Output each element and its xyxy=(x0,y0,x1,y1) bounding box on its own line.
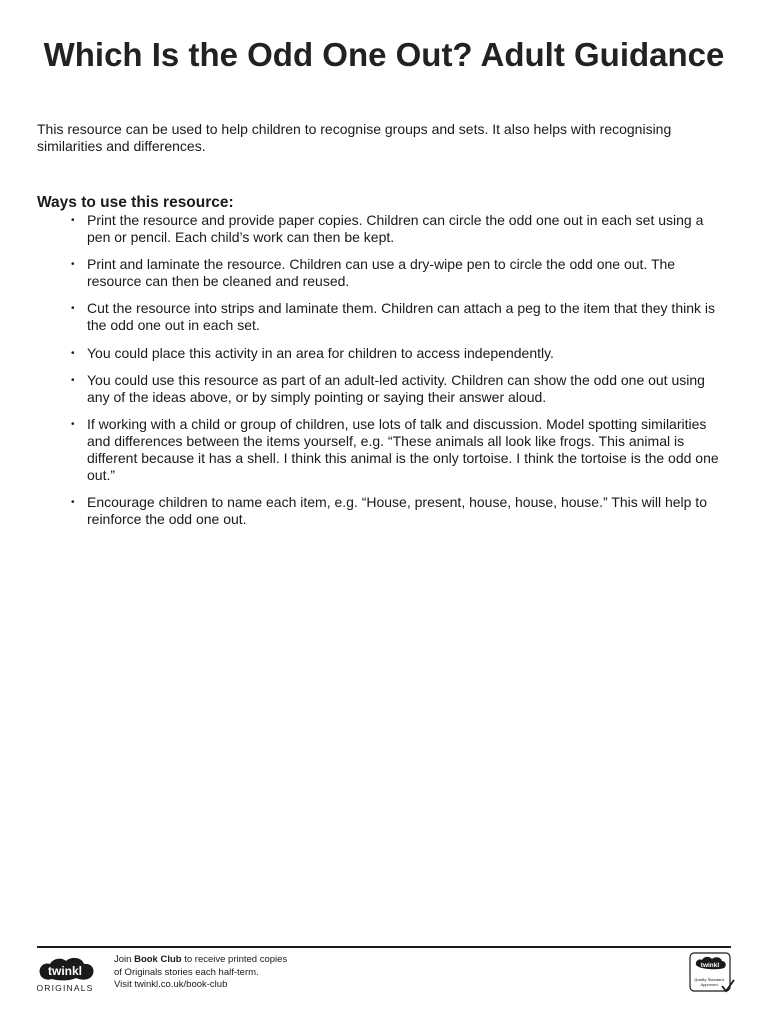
bullet-icon: • xyxy=(71,259,75,271)
twinkl-originals-logo-icon xyxy=(36,954,96,994)
footer-line-2: of Originals stories each half-term. xyxy=(114,966,259,978)
bullet-icon: • xyxy=(71,374,75,386)
list-item-text: If working with a child or group of children, use lots of talk and discussion. Model spotting similarities and differences between the items yourself, e.g. “These animals all look like frogs. This animal is different because it has a shell. I think this animal is the only tortoise. I think the tortoise is the odd one out.” xyxy=(87,415,719,483)
bullet-icon: • xyxy=(71,215,75,226)
badge-line-1: Quality Standard xyxy=(694,977,724,982)
intro-paragraph: This resource can be used to help children to recognise groups and sets. It also helps with recognising similarities and differences. xyxy=(37,121,672,154)
badge-logo-text: twinkl xyxy=(700,962,720,969)
ways-list xyxy=(70,212,730,538)
list-item-text: You could place this activity in an area for children to access independently. xyxy=(87,344,554,361)
footer-line-1: Join Book Club to receive printed copies xyxy=(114,954,288,965)
list-item xyxy=(70,494,730,528)
footer-divider xyxy=(37,946,731,948)
list-item-text: Print the resource and provide paper copies. Children can circle the odd one out in each set using a pen or pencil. Each child’s work can then be kept. xyxy=(87,212,704,245)
book-club-label: Book Club xyxy=(134,954,182,965)
logo-text: twinkl xyxy=(47,964,83,978)
bullet-icon: • xyxy=(71,418,75,430)
logo-subtext: ORIGINALS xyxy=(36,983,94,993)
quality-standard-badge-icon xyxy=(689,952,735,994)
list-item-text: Cut the resource into strips and laminate them. Children can attach a peg to the item that they think is the odd one out in each set. xyxy=(87,300,716,334)
page-title: Which Is the Odd One Out? Adult Guidance xyxy=(43,36,725,73)
ways-heading: Ways to use this resource: xyxy=(37,194,234,211)
list-item xyxy=(70,212,730,246)
bullet-icon: • xyxy=(71,497,75,509)
list-item xyxy=(70,416,730,484)
bullet-icon: • xyxy=(71,347,75,359)
list-item xyxy=(70,300,730,334)
footer-book-club xyxy=(114,954,287,992)
list-item xyxy=(70,372,730,406)
list-item-text: Print and laminate the resource. Children can use a dry-wipe pen to circle the odd one out. The resource can then be cleaned and reused. xyxy=(87,256,676,290)
list-item xyxy=(70,345,730,362)
list-item-text: You could use this resource as part of an adult-led activity. Children can show the odd one out using any of the ideas above, or by simply pointing or saying their answer aloud. xyxy=(87,371,705,405)
list-item-text: Encourage children to name each item, e.g. “House, present, house, house, house.” This will help to reinforce the odd one out. xyxy=(87,494,707,528)
bullet-icon: • xyxy=(71,303,75,315)
footer-line-3: Visit twinkl.co.uk/book-club xyxy=(114,979,228,990)
badge-line-2: Approved xyxy=(700,982,718,987)
list-item xyxy=(70,256,730,290)
